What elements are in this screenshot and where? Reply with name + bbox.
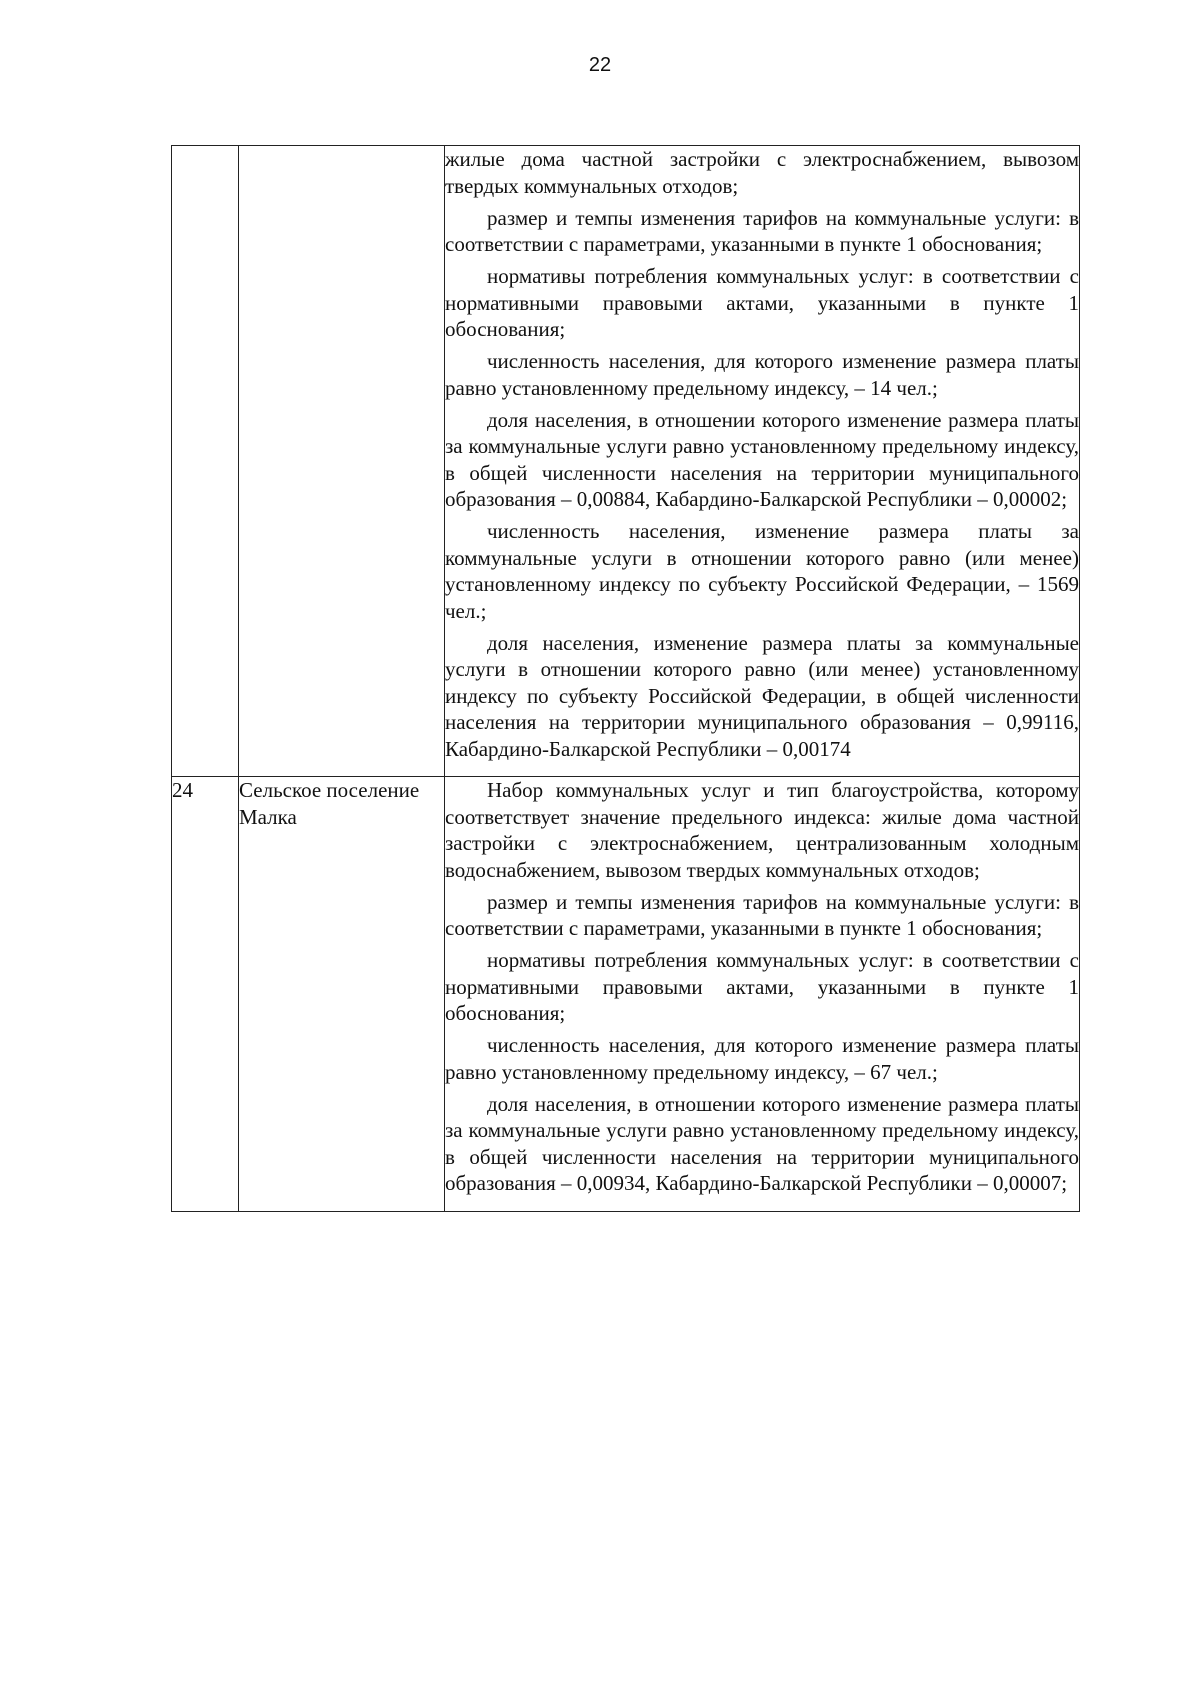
paragraph: доля населения, в отношении которого изменение размера платы за коммунальные услуги равно установленному предельному индексу, в общей численности населения на территории муниципального образования – 0,00884, Кабардино-Балкарской Республики – 0,00002; bbox=[445, 407, 1079, 511]
row-number-cell bbox=[172, 146, 239, 777]
paragraph: нормативы потребления коммунальных услуг: в соответствии с нормативными правовыми актами, указанными в пункте 1 обоснования; bbox=[445, 264, 1079, 341]
municipality-table bbox=[171, 145, 1080, 1212]
table-row bbox=[172, 146, 1080, 777]
paragraph: численность населения, для которого изменение размера платы равно установленному предельному индексу, – 67 чел.; bbox=[445, 1033, 1079, 1084]
paragraph: численность населения, изменение размера платы за коммунальные услуги в отношении которого равно (или менее) установленному индексу по субъекту Российской Федерации, – 1569 чел.; bbox=[445, 519, 1079, 623]
table-row bbox=[172, 777, 1080, 1212]
paragraph: доля населения, изменение размера платы за коммунальные услуги в отношении которого равно (или менее) установленному индексу по субъекту Российской Федерации, в общей численности населения на территории муниципального образования – 0,99116, Кабардино-Балкарской Республики – 0,00174 bbox=[445, 630, 1079, 761]
description-cell bbox=[445, 777, 1080, 1212]
paragraph: численность населения, для которого изменение размера платы равно установленному предельному индексу, – 14 чел.; bbox=[445, 349, 1079, 400]
paragraph: Набор коммунальных услуг и тип благоустройства, которому соответствует значение предельного индекса: жилые дома частной застройки с электроснабжением, централизованным холодным водоснабжением, вывозом твердых коммунальных отходов; bbox=[445, 778, 1079, 882]
paragraph: нормативы потребления коммунальных услуг: в соответствии с нормативными правовыми актами, указанными в пункте 1 обоснования; bbox=[445, 948, 1079, 1025]
paragraph: жилые дома частной застройки с электроснабжением, вывозом твердых коммунальных отходов; bbox=[445, 147, 1079, 198]
municipality-name-cell: Сельское поселение Малка bbox=[239, 777, 445, 1212]
description-cell bbox=[445, 146, 1080, 777]
paragraph: доля населения, в отношении которого изменение размера платы за коммунальные услуги равно установленному предельному индексу, в общей численности населения на территории муниципального образования – 0,00934, Кабардино-Балкарской Республики – 0,00007; bbox=[445, 1091, 1079, 1195]
row-number-cell: 24 bbox=[172, 777, 239, 1212]
paragraph: размер и темпы изменения тарифов на коммунальные услуги: в соответствии с параметрами, указанными в пункте 1 обоснования; bbox=[445, 205, 1079, 256]
municipality-name-cell bbox=[239, 146, 445, 777]
page-number: 22 bbox=[588, 54, 612, 76]
paragraph: размер и темпы изменения тарифов на коммунальные услуги: в соответствии с параметрами, указанными в пункте 1 обоснования; bbox=[445, 889, 1079, 940]
